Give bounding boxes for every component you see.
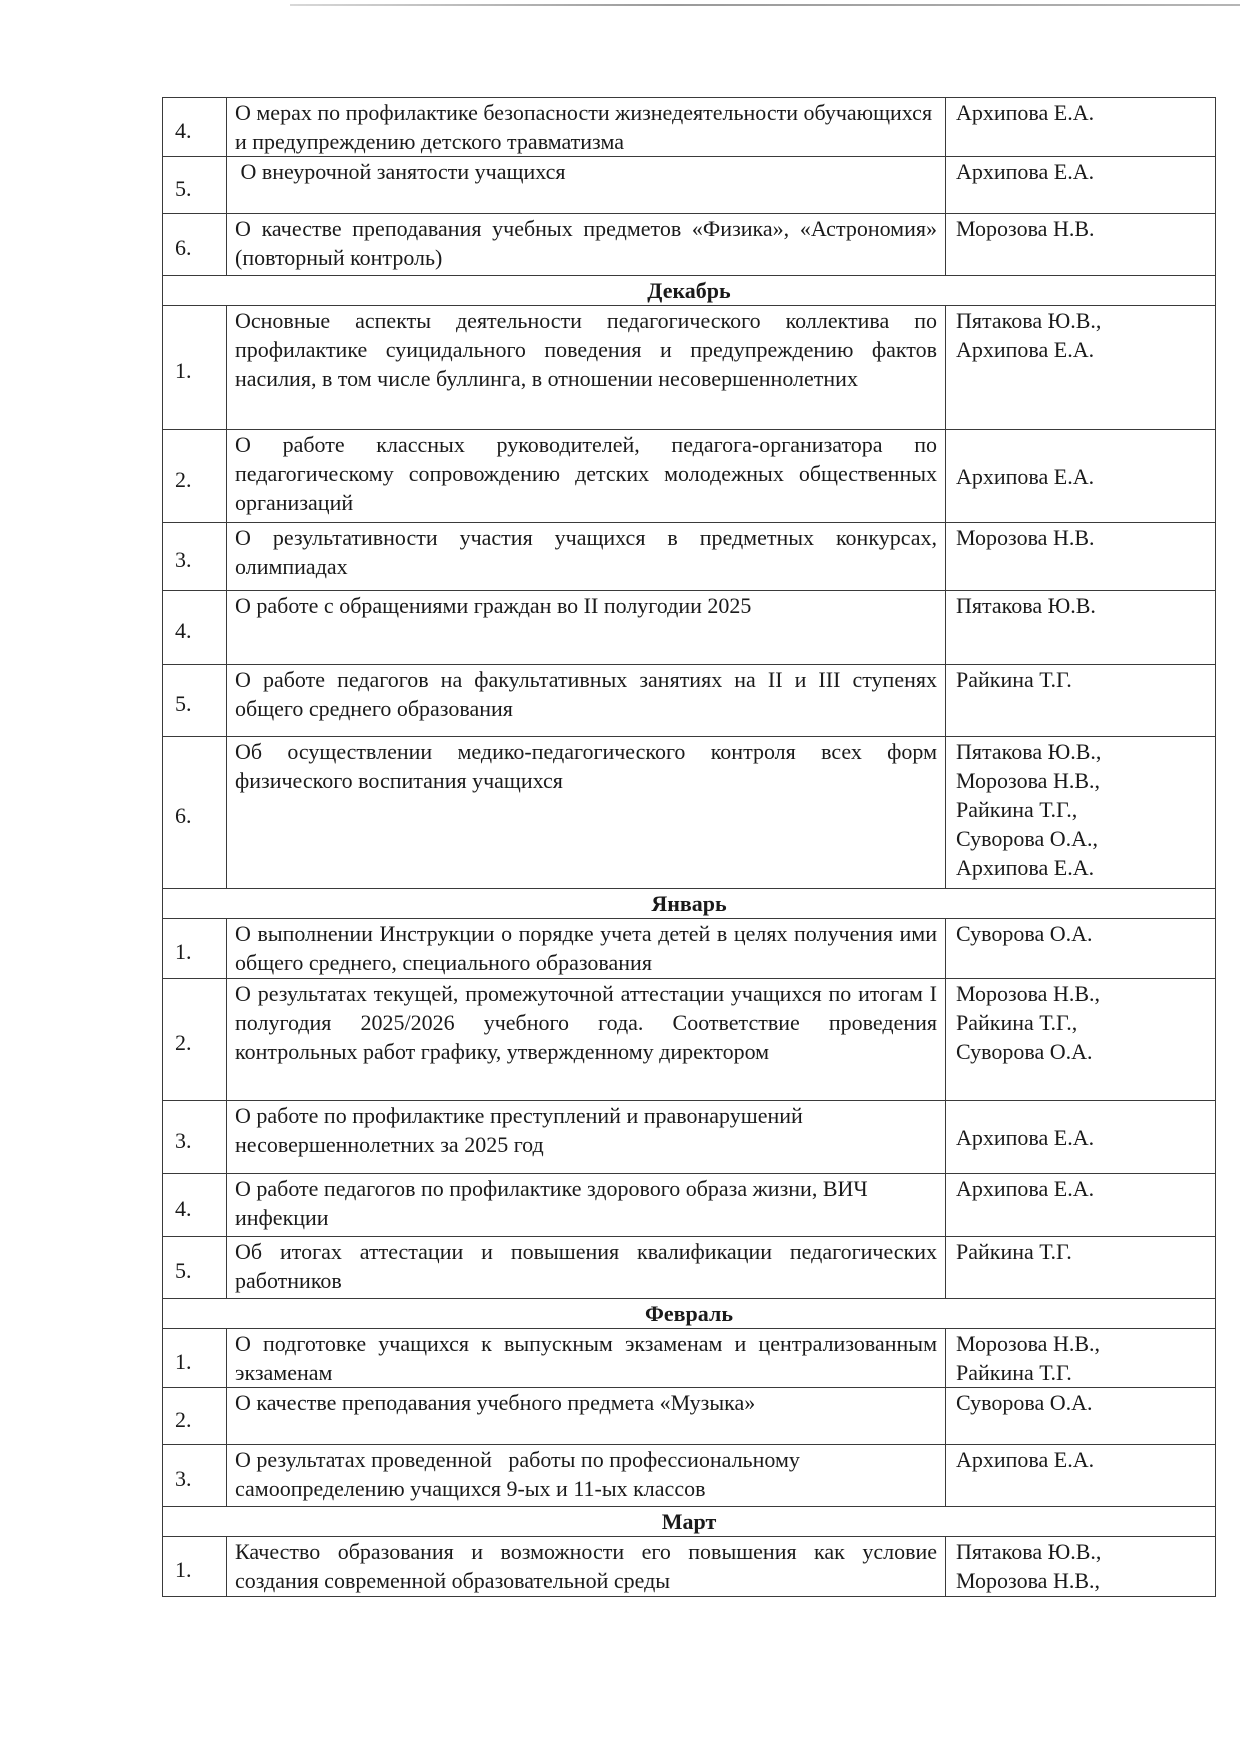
table-row [163,591,1216,665]
item-number: 3. [163,523,227,591]
item-responsible: Морозова Н.В., Райкина Т.Г. [946,1329,1216,1388]
item-responsible: Пятакова Ю.В., Морозова Н.В., [946,1537,1216,1597]
item-topic: О качестве преподавания учебных предметов «Физика», «Астрономия» (повторный контроль) [227,214,946,276]
item-number: 2. [163,1388,227,1445]
item-topic: О качестве преподавания учебного предмета «Музыка» [227,1388,946,1445]
table-row [163,1237,1216,1299]
table-row [163,1101,1216,1174]
item-topic: О внеурочной занятости учащихся [227,157,946,214]
table-row [163,979,1216,1101]
item-responsible: Морозова Н.В. [946,523,1216,591]
table-row [163,919,1216,979]
item-topic: О работе педагогов по профилактике здорового образа жизни, ВИЧ инфекции [227,1174,946,1237]
item-responsible: Пятакова Ю.В. [946,591,1216,665]
item-responsible: Архипова Е.А. [946,1445,1216,1507]
item-topic: О работе педагогов на факультативных занятиях на II и III ступенях общего среднего образования [227,665,946,737]
item-topic: О работе с обращениями граждан во II полугодии 2025 [227,591,946,665]
table-row [163,1445,1216,1507]
item-number: 1. [163,1329,227,1388]
item-responsible: Суворова О.А. [946,919,1216,979]
table-row [163,737,1216,889]
month-header-row [163,276,1216,306]
table-row [163,665,1216,737]
item-topic: Основные аспекты деятельности педагогического коллектива по профилактике суицидального поведения и предупреждению фактов насилия, в том числе буллинга, в отношении несовершеннолетних [227,306,946,430]
item-topic: О работе по профилактике преступлений и правонарушений несовершеннолетних за 2025 год [227,1101,946,1174]
month-header-row [163,889,1216,919]
month-header-row [163,1299,1216,1329]
item-number: 5. [163,157,227,214]
item-responsible: Архипова Е.А. [946,98,1216,157]
scan-edge-line [290,4,1240,6]
item-number: 6. [163,214,227,276]
item-topic: О работе классных руководителей, педагога-организатора по педагогическому сопровождению детских молодежных общественных организаций [227,430,946,523]
item-number: 2. [163,430,227,523]
item-responsible: Архипова Е.А. [946,430,1216,523]
table-row [163,157,1216,214]
item-responsible: Райкина Т.Г. [946,1237,1216,1299]
item-responsible: Морозова Н.В. [946,214,1216,276]
item-topic: Об осуществлении медико-педагогического контроля всех форм физического воспитания учащихся [227,737,946,889]
item-number: 5. [163,1237,227,1299]
table-row [163,1537,1216,1597]
item-topic: Об итогах аттестации и повышения квалификации педагогических работников [227,1237,946,1299]
month-header-march: Март [163,1507,1216,1537]
item-responsible: Морозова Н.В., Райкина Т.Г., Суворова О.А. [946,979,1216,1101]
table-row [163,214,1216,276]
month-header-february: Февраль [163,1299,1216,1329]
item-responsible: Пятакова Ю.В., Морозова Н.В., Райкина Т.Г., Суворова О.А., Архипова Е.А. [946,737,1216,889]
item-responsible: Архипова Е.А. [946,1101,1216,1174]
table-row [163,1329,1216,1388]
month-header-january: Январь [163,889,1216,919]
item-number: 3. [163,1101,227,1174]
item-topic: О результатах текущей, промежуточной аттестации учащихся по итогам I полугодия 2025/2026 учебного года. Соответствие проведения контрольных работ графику, утвержденному директором [227,979,946,1101]
item-number: 6. [163,737,227,889]
item-number: 1. [163,1537,227,1597]
item-responsible: Пятакова Ю.В., Архипова Е.А. [946,306,1216,430]
item-responsible: Архипова Е.А. [946,1174,1216,1237]
table-row [163,98,1216,157]
item-responsible: Суворова О.А. [946,1388,1216,1445]
item-topic: О подготовке учащихся к выпускным экзаменам и централизованным экзаменам [227,1329,946,1388]
table-row [163,1174,1216,1237]
item-number: 4. [163,591,227,665]
table-row [163,523,1216,591]
item-number: 5. [163,665,227,737]
table-row [163,306,1216,430]
month-header-row [163,1507,1216,1537]
meeting-plan-table [162,97,1216,1597]
item-responsible: Архипова Е.А. [946,157,1216,214]
month-header-december: Декабрь [163,276,1216,306]
item-number: 1. [163,306,227,430]
item-topic: Качество образования и возможности его повышения как условие создания современной образовательной среды [227,1537,946,1597]
item-number: 2. [163,979,227,1101]
table-row [163,430,1216,523]
item-topic: О результативности участия учащихся в предметных конкурсах, олимпиадах [227,523,946,591]
item-number: 4. [163,1174,227,1237]
item-number: 4. [163,98,227,157]
item-topic: О выполнении Инструкции о порядке учета детей в целях получения ими общего среднего, специального образования [227,919,946,979]
item-number: 3. [163,1445,227,1507]
table-row [163,1388,1216,1445]
item-topic: О мерах по профилактике безопасности жизнедеятельности обучающихся и предупреждению детского травматизма [227,98,946,157]
item-number: 1. [163,919,227,979]
item-topic: О результатах проведенной работы по профессиональному самоопределению учащихся 9-ых и 11-ых классов [227,1445,946,1507]
item-responsible: Райкина Т.Г. [946,665,1216,737]
